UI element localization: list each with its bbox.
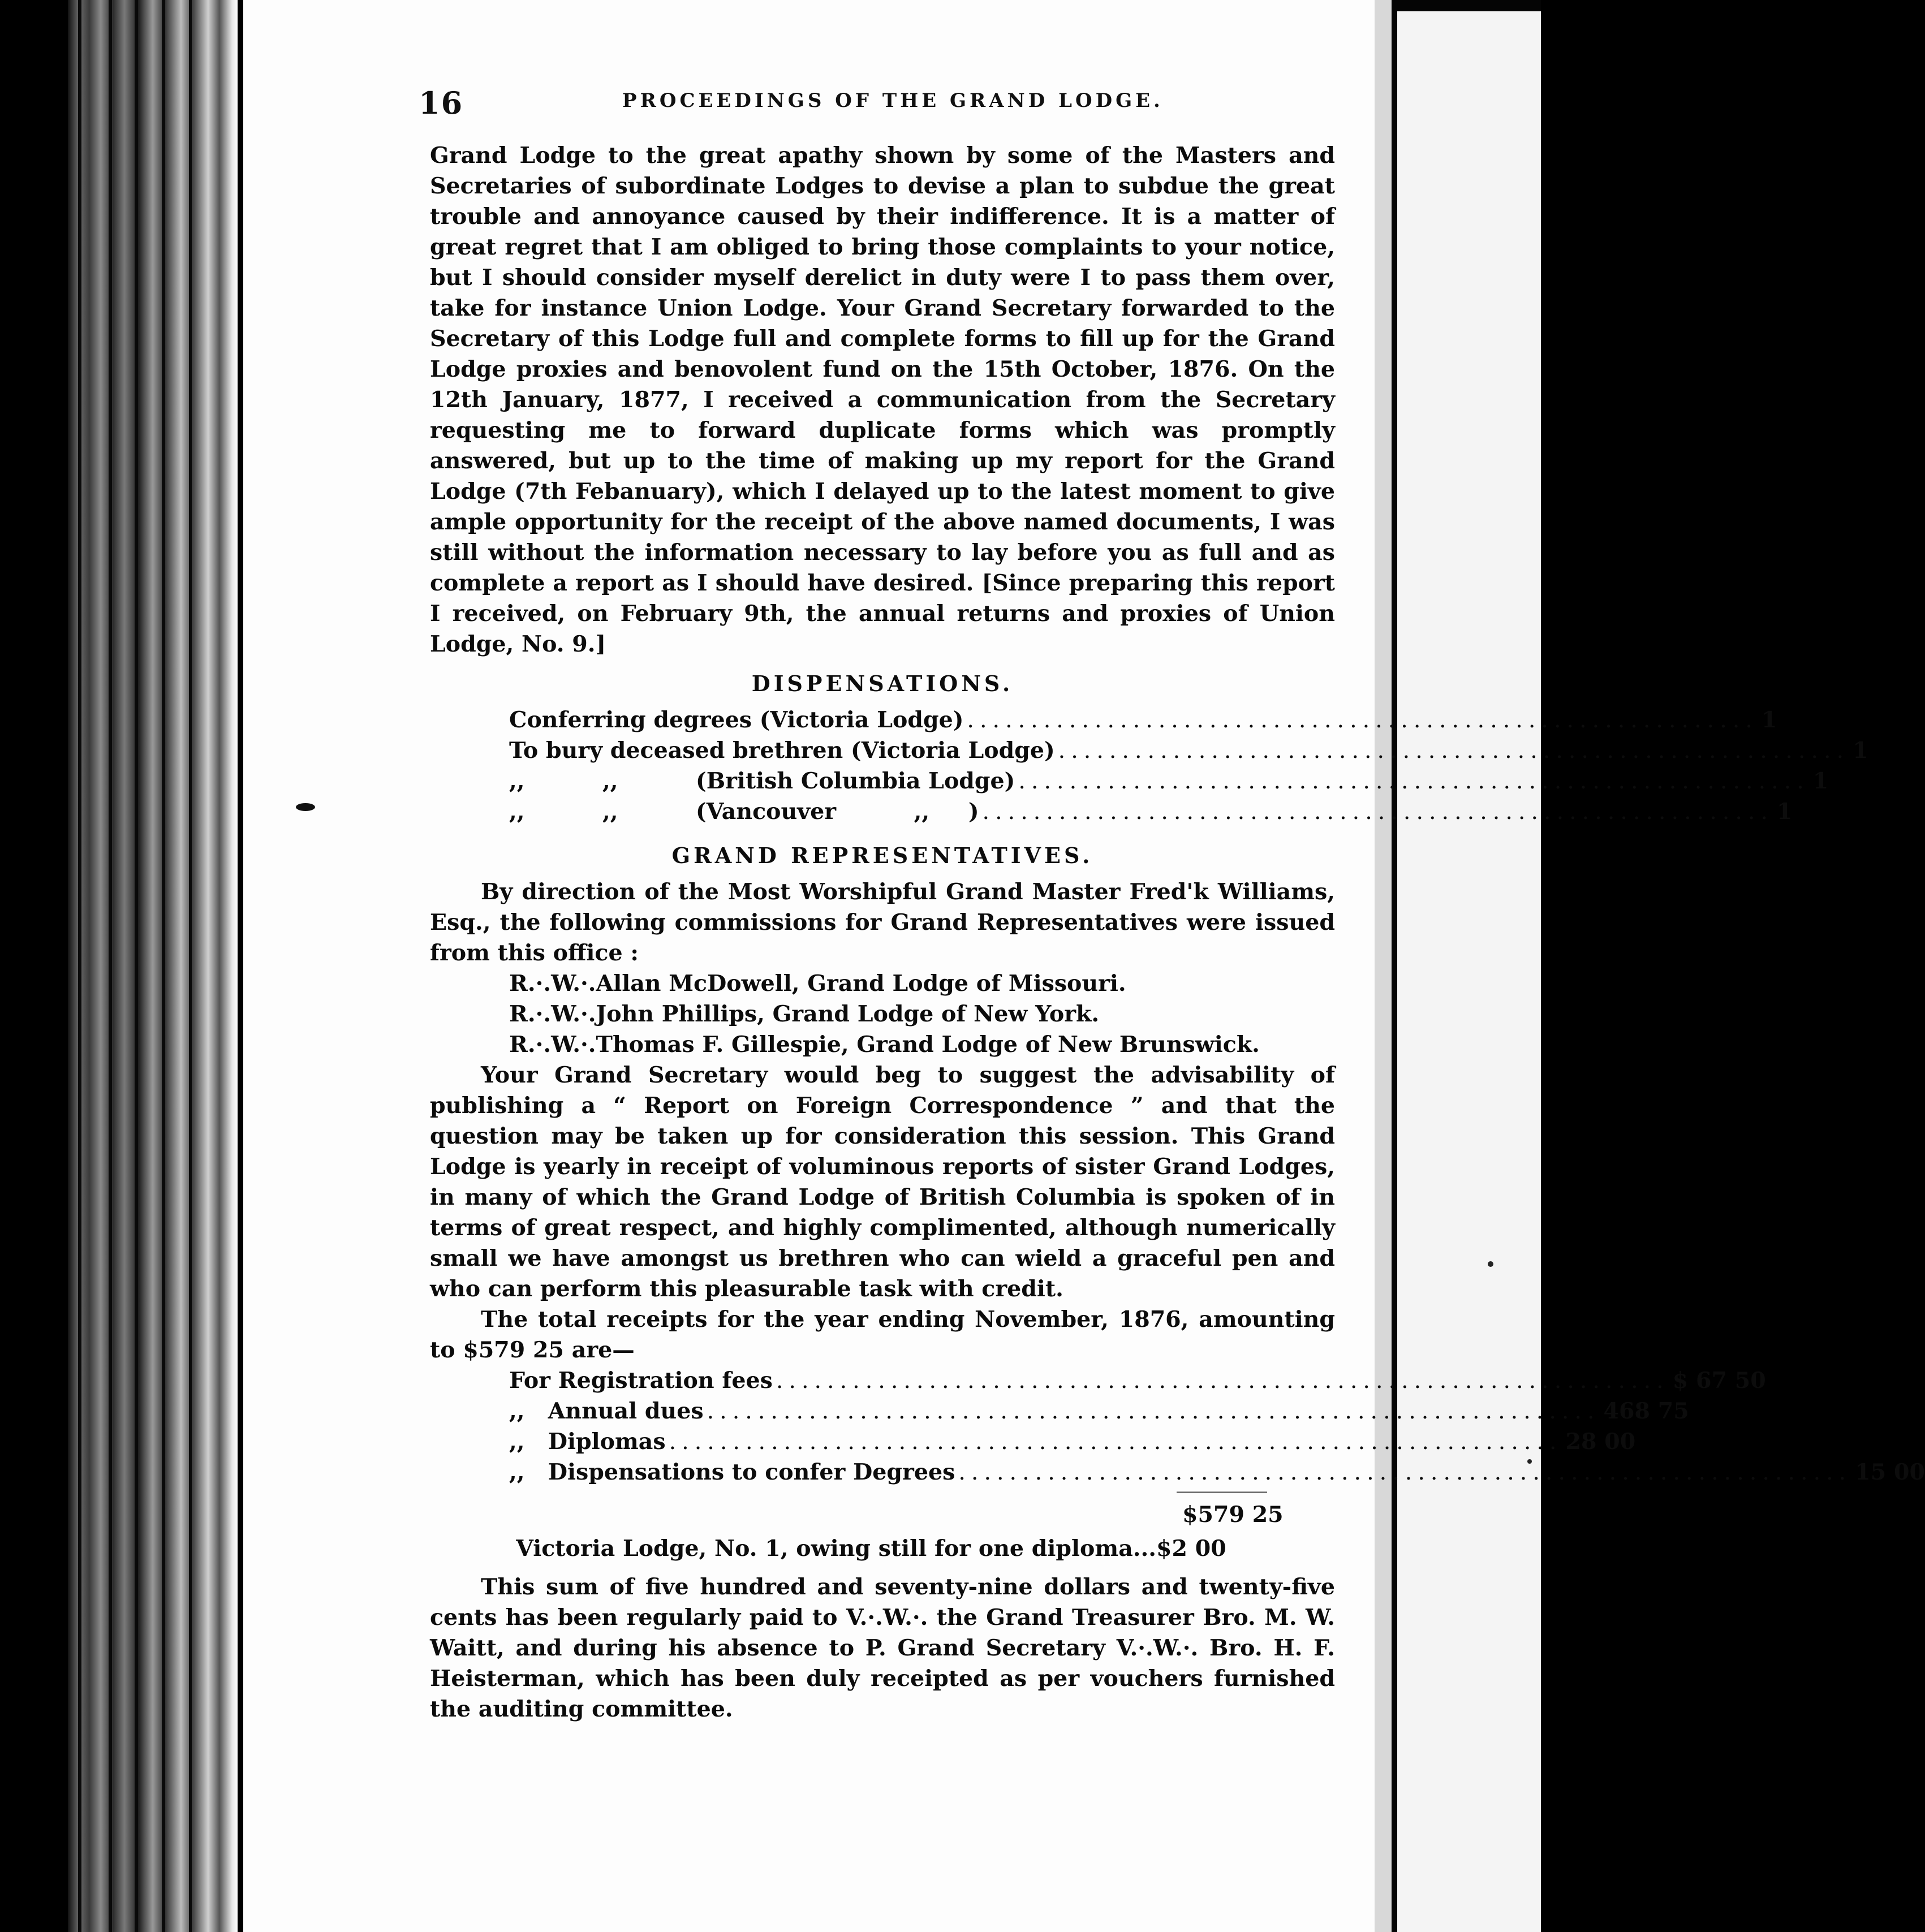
dispensation-row — [509, 735, 1868, 766]
commission-item: R.·.W.·.John Phillips, Grand Lodge of New York. — [509, 1001, 1100, 1027]
dot-leader: .............................................................. — [982, 799, 1774, 825]
dot-leader: .............................................................. — [1058, 738, 1850, 764]
receipt-label: ,, Annual dues — [509, 1398, 704, 1424]
receipt-label: ,, Dispensations to confer Degrees — [509, 1459, 955, 1485]
dot-leader: ...................................................................... — [776, 1368, 1669, 1394]
receipt-row — [509, 1457, 1925, 1487]
receipts-table — [430, 1365, 1925, 1487]
commission-item: R.·.W.·.Thomas F. Gillespie, Grand Lodge of New Brunswick. — [509, 1032, 1260, 1058]
dot-leader: ...................................................................... — [707, 1398, 1600, 1424]
dispensation-row — [509, 766, 1829, 796]
page-number: 16 — [419, 85, 464, 121]
receipt-row — [509, 1396, 1689, 1426]
receipt-amount: 28 00 — [1565, 1429, 1636, 1455]
commissions-list — [430, 968, 1335, 1060]
grand-representatives-heading: GRAND REPRESENTATIVES. — [671, 843, 1093, 868]
dispensation-count: 1 — [1761, 707, 1777, 733]
page-header — [419, 85, 1346, 130]
total-rule — [1177, 1491, 1267, 1499]
margin-ink-mark — [296, 803, 315, 811]
receipt-amount: 468 75 — [1603, 1398, 1689, 1424]
dispensation-label: Conferring degrees (Victoria Lodge) — [509, 707, 964, 733]
dispensation-count: 1 — [1812, 768, 1829, 794]
dispensation-count: 1 — [1853, 738, 1868, 764]
page-body — [430, 140, 1925, 1724]
owing-note: Victoria Lodge, No. 1, owing still for one diploma...$2 00 — [516, 1536, 1226, 1562]
dispensations-heading: DISPENSATIONS. — [751, 671, 1014, 696]
receipt-label: For Registration fees — [509, 1368, 773, 1394]
dispensation-label: ,, ,, (British Columbia Lodge) — [509, 768, 1015, 794]
dispensation-count: 1 — [1777, 799, 1793, 825]
commission-item: R.·.W.·.Allan McDowell, Grand Lodge of Missouri. — [509, 971, 1126, 997]
running-head: PROCEEDINGS OF THE GRAND LODGE. — [622, 89, 1164, 112]
facing-page-slice — [1397, 11, 1541, 1932]
dot-leader: ...................................................................... — [958, 1459, 1852, 1485]
dispensation-label: To bury deceased brethren (Victoria Lodge) — [509, 738, 1055, 764]
receipt-row — [509, 1365, 1766, 1396]
receipt-amount: 15 00 — [1855, 1459, 1925, 1485]
dot-leader: ...................................................................... — [669, 1429, 1562, 1455]
book-page-edges — [68, 0, 238, 1932]
dot-leader: .............................................................. — [967, 707, 1758, 733]
receipts-total: $579 25 — [1182, 1502, 1284, 1528]
closing-paragraph: This sum of five hundred and seventy-nine dollars and twenty-five cents has been regularly paid to V.·.W.·. the Grand Treasurer Bro. M. W. Waitt, and during his absence to P. Grand Secretary V.·.W.·. Bro. H. F. Heisterman, which has been duly receipted as per vouchers furnished the auditing committee. — [430, 1574, 1335, 1722]
dispensation-row — [509, 796, 1793, 827]
representatives-intro: By direction of the Most Worshipful Grand Master Fred'k Williams, Esq., the following commissions for Grand Representatives were issued from this office : — [430, 879, 1335, 966]
dot-leader: .............................................................. — [1018, 768, 1810, 794]
receipt-label: ,, Diplomas — [509, 1429, 666, 1455]
dispensations-list — [430, 705, 1868, 827]
dispensation-label: ,, ,, (Vancouver ,, ) — [509, 799, 979, 825]
receipt-amount: $ 67 50 — [1672, 1368, 1766, 1394]
paper-speck — [1488, 1261, 1493, 1267]
opening-paragraph: Grand Lodge to the great apathy shown by some of the Masters and Secretaries of subordinate Lodges to devise a plan to subdue the great trouble and annoyance caused by their indifference. It is a matter of great regret that I am obliged to bring those complaints to your notice, but I should consider myself derelict in duty were I to pass them over, take for instance Union Lodge. Your Grand Secretary forwarded to the Secretary of this Lodge full and complete forms to fill up for the Grand Lodge proxies and benovolent fund on the 15th October, 1876. On the 12th January, 1877, I received a communication from the Secretary requesting me to forward duplicate forms which was promptly answered, but up to the time of making up my report for the Grand Lodge (7th Febanuary), which I delayed up to the latest moment to give ample opportunity for the receipt of the above named documents, I was still without the information necessary to lay before you as full and as complete a report as I should have desired. [Since preparing this report I received, on February 9th, the annual returns and proxies of Union Lodge, No. 9.] — [430, 143, 1335, 657]
page-gutter — [1375, 0, 1392, 1932]
dispensation-row — [509, 705, 1777, 735]
receipts-intro: The total receipts for the year ending November, 1876, amounting to $579 25 are— — [430, 1306, 1335, 1363]
receipt-row — [509, 1426, 1636, 1457]
suggestion-paragraph: Your Grand Secretary would beg to suggest the advisability of publishing a “ Report on Foreign Correspondence ” and that the question may be taken up for consideration this session. This Grand Lodge is yearly in receipt of voluminous reports of sister Grand Lodges, in many of which the Grand Lodge of British Columbia is spoken of in terms of great respect, and highly complimented, although numerically small we have amongst us brethren who can wield a graceful pen and who can perform this pleasurable task with credit. — [430, 1062, 1335, 1302]
